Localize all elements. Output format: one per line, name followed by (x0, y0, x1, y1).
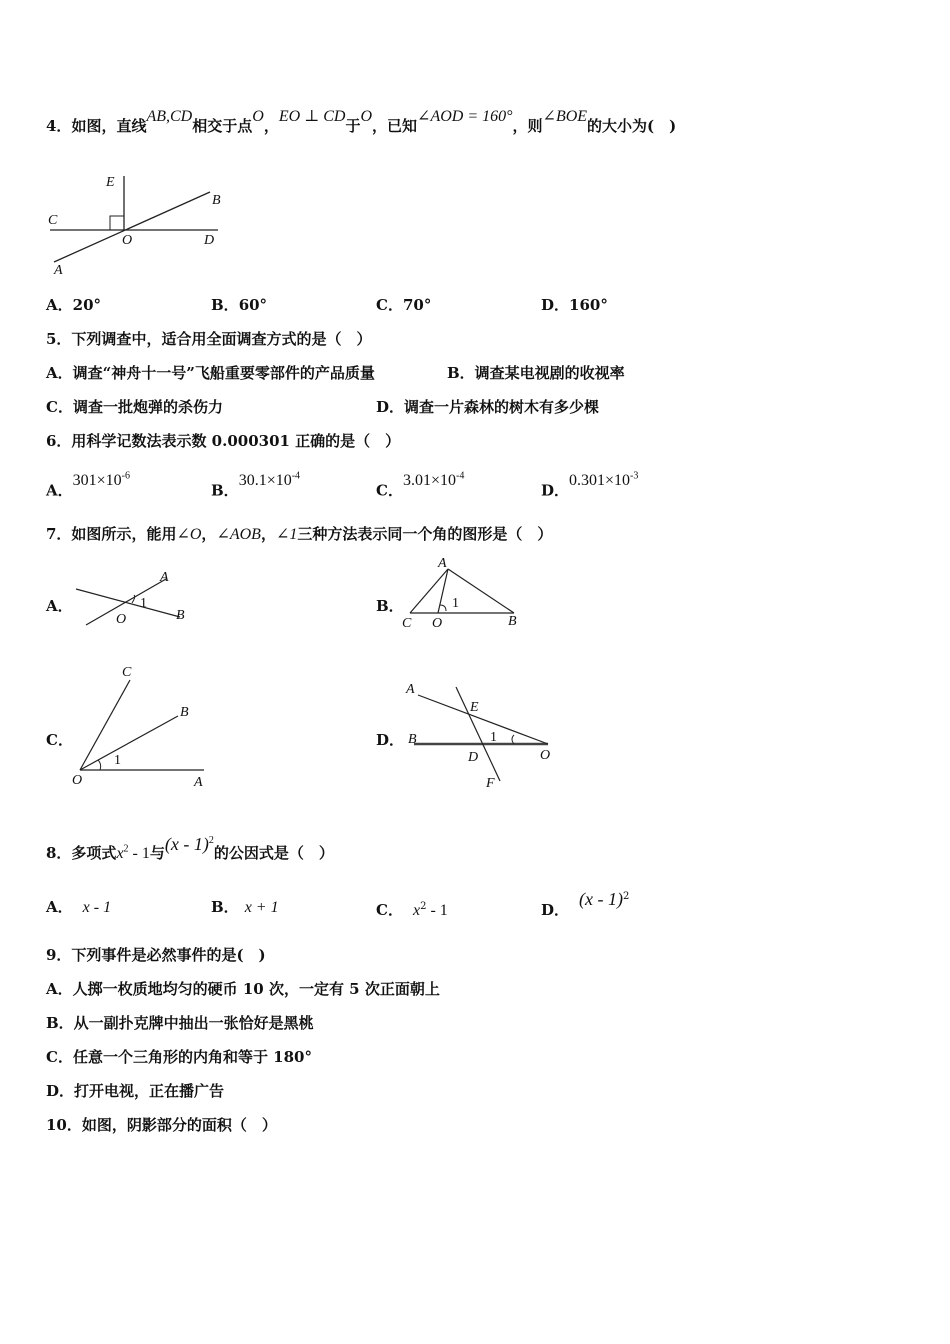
q7c-label-a: A (194, 775, 203, 790)
q9-option-c[interactable]: C．任意一个三角形的内角和等于 180° (46, 1048, 312, 1066)
q7-figure-a[interactable] (70, 565, 210, 645)
q7b-label-a: A (438, 556, 447, 571)
q8-option-c[interactable]: C． $x^2 - 1$ (376, 901, 448, 919)
q7d-label-a: A (406, 682, 415, 697)
q7-option-a-label[interactable]: A． (46, 597, 73, 615)
question-7-stem: 7．如图所示，能用∠O，∠AOB，∠1三种方法表示同一个角的图形是（ ） (46, 525, 553, 543)
q4-label-o: O (122, 233, 133, 248)
question-9-stem: 9．下列事件是必然事件的是( ) (46, 946, 266, 964)
q7a-label-o: O (116, 612, 127, 627)
q7a-label-a: A (160, 570, 169, 585)
q7b-label-b: B (508, 614, 517, 629)
q7-figure-d[interactable] (400, 675, 570, 795)
q7d-label-f: F (486, 776, 495, 791)
question-5-stem: 5．下列调查中，适合用全面调查方式的是（ ） (46, 330, 372, 348)
q7d-label-b: B (408, 732, 417, 747)
q7c-label-o: O (72, 773, 83, 788)
q7b-label-c: C (402, 616, 412, 631)
q7b-label-1: 1 (452, 596, 459, 611)
q7d-label-e: E (470, 700, 479, 715)
q4-option-a[interactable]: A．20° (46, 296, 102, 314)
q7-figure-b[interactable] (400, 555, 530, 635)
q8-option-d[interactable]: D．(x - 1)$^2$ (541, 889, 630, 919)
question-10-stem: 10．如图，阴影部分的面积（ ） (46, 1116, 277, 1134)
q9-option-d[interactable]: D．打开电视，正在播广告 (46, 1082, 225, 1100)
q7c-label-1: 1 (114, 753, 121, 768)
q6-option-d[interactable]: D．$0.301\times 10^{-3}$ (541, 471, 639, 500)
question-4-stem: 4．如图，直线AB,CD相交于点O，EO ⊥ CD于O，已知∠AOD = 160°，则∠BOE的大小为( ) (46, 108, 677, 135)
question-8-stem: 8．多项式$x^2 - 1$与(x - 1)$^2$的公因式是（ ） (46, 834, 334, 862)
q5-option-b[interactable]: B．调查某电视剧的收视率 (447, 364, 625, 382)
q4-label-c: C (48, 213, 58, 228)
q9-option-a[interactable]: A．人掷一枚质地均匀的硬币 10 次，一定有 5 次正面朝上 (46, 980, 440, 998)
q8-option-a[interactable]: A． x - 1 (46, 898, 112, 916)
q7-figure-c[interactable] (70, 660, 220, 790)
q7a-label-b: B (176, 608, 185, 623)
q4-option-c[interactable]: C．70° (376, 296, 432, 314)
q4-option-d[interactable]: D．160° (541, 296, 608, 314)
q4-label-e: E (106, 175, 115, 190)
question-6-stem: 6．用科学记数法表示数 0.000301 正确的是（ ） (46, 432, 401, 450)
q7d-label-d: D (468, 750, 479, 765)
q5-option-d[interactable]: D．调查一片森林的树木有多少棵 (376, 398, 600, 416)
q7b-label-o: O (432, 616, 443, 631)
q7a-label-1: 1 (140, 596, 147, 611)
q9-option-b[interactable]: B．从一副扑克牌中抽出一张恰好是黑桃 (46, 1014, 314, 1032)
q4-label-b: B (212, 193, 221, 208)
q4-option-b[interactable]: B．60° (211, 296, 268, 314)
q8-option-b[interactable]: B． x + 1 (211, 898, 279, 916)
q7c-label-c: C (122, 665, 132, 680)
q7-option-b-label[interactable]: B． (376, 597, 404, 615)
q5-option-c[interactable]: C．调查一批炮弹的杀伤力 (46, 398, 223, 416)
q6-option-a[interactable]: A．$301\times 10^{-6}$ (46, 471, 131, 500)
q7-option-c-label[interactable]: C． (46, 731, 73, 749)
q7d-label-o: O (540, 748, 551, 763)
q6-option-c[interactable]: C．$3.01\times 10^{-4}$ (376, 471, 465, 500)
q7c-label-b: B (180, 705, 189, 720)
q4-label-a: A (54, 263, 63, 278)
q7-option-d-label[interactable]: D． (376, 731, 405, 749)
q4-label-d: D (204, 233, 215, 248)
q6-option-b[interactable]: B．$30.1\times 10^{-4}$ (211, 471, 301, 500)
q4-figure (46, 168, 246, 278)
q7d-label-1: 1 (490, 730, 497, 745)
q5-option-a[interactable]: A．调查“神舟十一号”飞船重要零部件的产品质量 (46, 364, 375, 382)
